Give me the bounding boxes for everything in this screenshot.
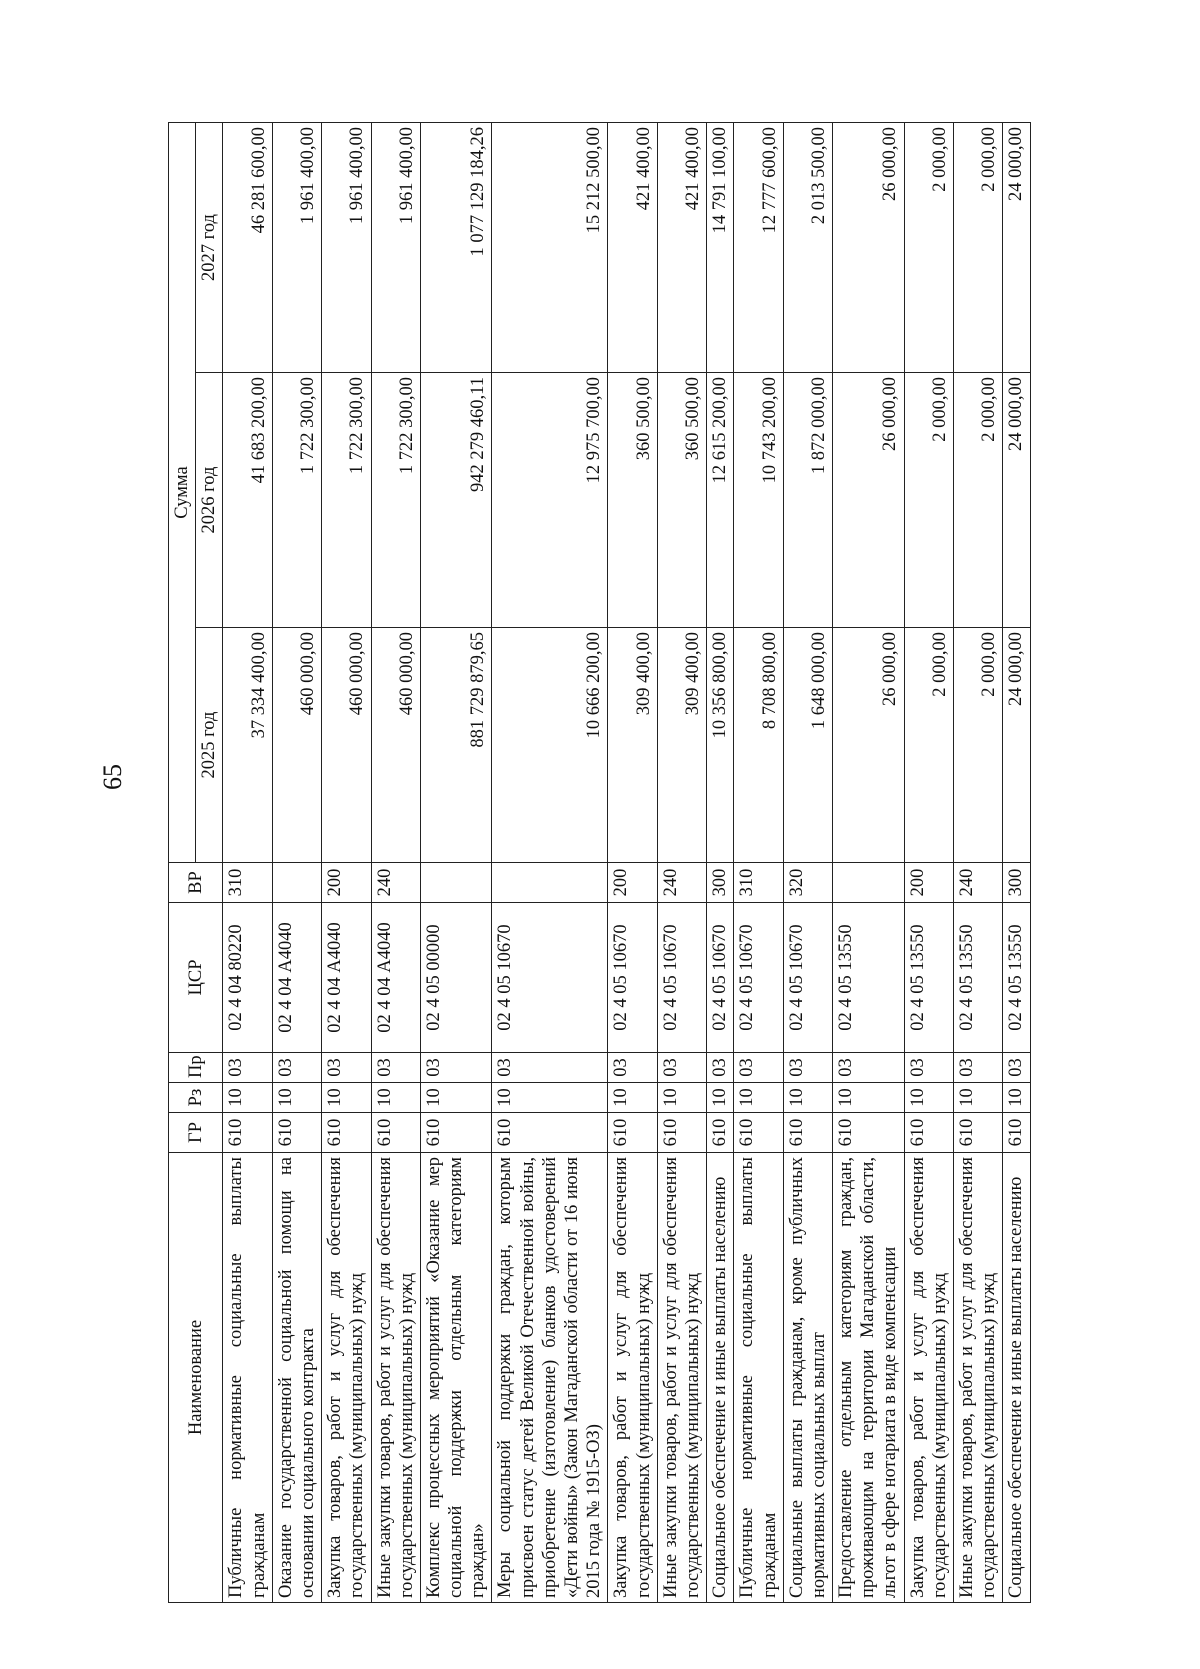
row-pr: 03 — [657, 1053, 706, 1083]
row-gr: 610 — [272, 1113, 321, 1153]
header-year-2026: 2026 год — [196, 373, 223, 628]
row-gr: 610 — [833, 1113, 905, 1153]
row-amount-2025: 2 000,00 — [904, 628, 953, 863]
row-amount-2026: 1 722 300,00 — [322, 373, 371, 628]
row-gr: 610 — [420, 1113, 492, 1153]
row-pr: 03 — [492, 1053, 608, 1083]
row-amount-2025: 1 648 000,00 — [783, 628, 832, 863]
row-pr: 03 — [904, 1053, 953, 1083]
row-name: Закупка товаров, работ и услуг для обеспечения государственных (муниципальных) нужд — [322, 1153, 371, 1603]
row-pr: 03 — [783, 1053, 832, 1083]
row-vr: 240 — [657, 863, 706, 903]
row-amount-2027: 26 000,00 — [833, 122, 905, 372]
row-amount-2025: 37 334 400,00 — [223, 628, 272, 863]
row-amount-2025: 8 708 800,00 — [734, 628, 783, 863]
table-row — [371, 122, 420, 1602]
row-name: Публичные нормативные социальные выплаты гражданам — [734, 1153, 783, 1603]
row-csr: 02 4 04 А4040 — [272, 903, 321, 1053]
row-gr: 610 — [783, 1113, 832, 1153]
row-csr: 02 4 04 А4040 — [371, 903, 420, 1053]
row-vr: 200 — [904, 863, 953, 903]
row-gr: 610 — [734, 1113, 783, 1153]
header-year-2027: 2027 год — [196, 122, 223, 372]
row-name: Меры социальной поддержки граждан, которым присвоен статус детей Великой Отечественной войны, приобретение (изготовление) бланков удостоверений «Дети войны» (Закон Магаданской области от 16 июня 2015 года № 1915-ОЗ) — [492, 1153, 608, 1603]
row-pr: 03 — [1003, 1053, 1030, 1083]
row-pr: 03 — [322, 1053, 371, 1083]
row-csr: 02 4 05 10670 — [492, 903, 608, 1053]
row-amount-2027: 12 777 600,00 — [734, 122, 783, 372]
row-pr: 03 — [833, 1053, 905, 1083]
budget-table — [168, 122, 1031, 1603]
row-name: Иные закупки товаров, работ и услуг для обеспечения государственных (муниципальных) нужд — [371, 1153, 420, 1603]
header-rz: Рз — [169, 1083, 223, 1113]
row-vr: 200 — [322, 863, 371, 903]
row-rz: 10 — [608, 1083, 657, 1113]
row-amount-2026: 360 500,00 — [657, 373, 706, 628]
row-amount-2026: 942 279 460,11 — [420, 373, 492, 628]
row-amount-2026: 2 000,00 — [904, 373, 953, 628]
row-amount-2025: 26 000,00 — [833, 628, 905, 863]
row-rz: 10 — [734, 1083, 783, 1113]
row-name: Предоставление отдельным категориям граждан, проживающим на территории Магаданской области, льгот в сфере нотариата в виде компенсации — [833, 1153, 905, 1603]
row-amount-2027: 15 212 500,00 — [492, 122, 608, 372]
table-row — [904, 122, 953, 1602]
row-rz: 10 — [420, 1083, 492, 1113]
table-header-row — [169, 122, 196, 1602]
row-rz: 10 — [371, 1083, 420, 1113]
table-row — [322, 122, 371, 1602]
row-amount-2026: 41 683 200,00 — [223, 373, 272, 628]
row-name: Иные закупки товаров, работ и услуг для обеспечения государственных (муниципальных) нужд — [954, 1153, 1003, 1603]
row-vr: 310 — [223, 863, 272, 903]
row-rz: 10 — [783, 1083, 832, 1113]
row-vr: 320 — [783, 863, 832, 903]
header-csr: ЦСР — [169, 903, 223, 1053]
table-row — [608, 122, 657, 1602]
row-name: Социальное обеспечение и иные выплаты населению — [1003, 1153, 1030, 1603]
table-row — [223, 122, 272, 1602]
row-amount-2025: 309 400,00 — [657, 628, 706, 863]
row-amount-2027: 421 400,00 — [657, 122, 706, 372]
row-rz: 10 — [657, 1083, 706, 1113]
row-amount-2025: 460 000,00 — [272, 628, 321, 863]
row-gr: 610 — [322, 1113, 371, 1153]
row-amount-2026: 1 872 000,00 — [783, 373, 832, 628]
row-csr: 02 4 05 10670 — [783, 903, 832, 1053]
row-amount-2027: 2 000,00 — [954, 122, 1003, 372]
row-amount-2026: 10 743 200,00 — [734, 373, 783, 628]
row-vr: 300 — [707, 863, 734, 903]
row-amount-2027: 1 961 400,00 — [322, 122, 371, 372]
row-name: Социальное обеспечение и иные выплаты населению — [707, 1153, 734, 1603]
header-vr: ВР — [169, 863, 223, 903]
row-gr: 610 — [1003, 1113, 1030, 1153]
row-vr: 300 — [1003, 863, 1030, 903]
header-gr: ГР — [169, 1113, 223, 1153]
row-csr: 02 4 04 А4040 — [322, 903, 371, 1053]
row-gr: 610 — [492, 1113, 608, 1153]
table-header — [169, 122, 223, 1602]
row-amount-2027: 1 077 129 184,26 — [420, 122, 492, 372]
rotated-page-content — [168, 123, 1108, 1603]
row-pr: 03 — [707, 1053, 734, 1083]
row-gr: 610 — [223, 1113, 272, 1153]
row-amount-2027: 24 000,00 — [1003, 122, 1030, 372]
row-rz: 10 — [223, 1083, 272, 1113]
row-csr: 02 4 05 10670 — [707, 903, 734, 1053]
row-amount-2025: 460 000,00 — [322, 628, 371, 863]
row-amount-2027: 421 400,00 — [608, 122, 657, 372]
row-vr — [420, 863, 492, 903]
page-number: 65 — [98, 764, 127, 790]
row-csr: 02 4 05 10670 — [657, 903, 706, 1053]
table-row — [657, 122, 706, 1602]
row-name: Оказание государственной социальной помощи на основании социального контракта — [272, 1153, 321, 1603]
table-row — [954, 122, 1003, 1602]
header-year-2025: 2025 год — [196, 628, 223, 863]
table-body — [223, 122, 1030, 1602]
row-amount-2027: 1 961 400,00 — [272, 122, 321, 372]
table-row — [833, 122, 905, 1602]
row-amount-2025: 10 666 200,00 — [492, 628, 608, 863]
row-gr: 610 — [954, 1113, 1003, 1153]
row-pr: 03 — [608, 1053, 657, 1083]
row-rz: 10 — [1003, 1083, 1030, 1113]
row-vr — [833, 863, 905, 903]
row-vr: 240 — [954, 863, 1003, 903]
row-vr — [492, 863, 608, 903]
row-amount-2026: 24 000,00 — [1003, 373, 1030, 628]
row-amount-2026: 2 000,00 — [954, 373, 1003, 628]
header-sum: Сумма — [169, 122, 196, 862]
row-vr: 200 — [608, 863, 657, 903]
row-amount-2027: 2 000,00 — [904, 122, 953, 372]
row-amount-2027: 2 013 500,00 — [783, 122, 832, 372]
row-csr: 02 4 05 13550 — [833, 903, 905, 1053]
row-csr: 02 4 05 10670 — [608, 903, 657, 1053]
row-csr: 02 4 05 00000 — [420, 903, 492, 1053]
table-row — [420, 122, 492, 1602]
row-pr: 03 — [420, 1053, 492, 1083]
row-pr: 03 — [371, 1053, 420, 1083]
row-amount-2026: 360 500,00 — [608, 373, 657, 628]
row-name: Публичные нормативные социальные выплаты гражданам — [223, 1153, 272, 1603]
header-name: Наименование — [169, 1153, 223, 1603]
row-gr: 610 — [657, 1113, 706, 1153]
row-csr: 02 4 05 13550 — [954, 903, 1003, 1053]
row-rz: 10 — [954, 1083, 1003, 1113]
row-csr: 02 4 05 13550 — [1003, 903, 1030, 1053]
row-amount-2027: 1 961 400,00 — [371, 122, 420, 372]
row-csr: 02 4 05 13550 — [904, 903, 953, 1053]
row-vr — [272, 863, 321, 903]
row-amount-2026: 12 615 200,00 — [707, 373, 734, 628]
row-csr: 02 4 05 10670 — [734, 903, 783, 1053]
row-pr: 03 — [272, 1053, 321, 1083]
row-gr: 610 — [904, 1113, 953, 1153]
row-rz: 10 — [272, 1083, 321, 1113]
row-amount-2026: 1 722 300,00 — [371, 373, 420, 628]
table-row — [1003, 122, 1030, 1602]
row-amount-2025: 2 000,00 — [954, 628, 1003, 863]
row-name: Комплекс процессных мероприятий «Оказание мер социальной поддержки отдельным категориям граждан» — [420, 1153, 492, 1603]
row-amount-2025: 460 000,00 — [371, 628, 420, 863]
row-amount-2026: 12 975 700,00 — [492, 373, 608, 628]
row-rz: 10 — [492, 1083, 608, 1113]
row-name: Закупка товаров, работ и услуг для обеспечения государственных (муниципальных) нужд — [904, 1153, 953, 1603]
row-gr: 610 — [707, 1113, 734, 1153]
header-pr: Пр — [169, 1053, 223, 1083]
row-amount-2025: 309 400,00 — [608, 628, 657, 863]
row-gr: 610 — [371, 1113, 420, 1153]
row-pr: 03 — [734, 1053, 783, 1083]
row-gr: 610 — [608, 1113, 657, 1153]
row-rz: 10 — [322, 1083, 371, 1113]
row-pr: 03 — [223, 1053, 272, 1083]
row-amount-2025: 881 729 879,65 — [420, 628, 492, 863]
row-amount-2025: 24 000,00 — [1003, 628, 1030, 863]
row-rz: 10 — [833, 1083, 905, 1113]
table-row — [707, 122, 734, 1602]
row-amount-2026: 26 000,00 — [833, 373, 905, 628]
table-row — [783, 122, 832, 1602]
row-vr: 310 — [734, 863, 783, 903]
row-amount-2026: 1 722 300,00 — [272, 373, 321, 628]
table-row — [272, 122, 321, 1602]
table-row — [734, 122, 783, 1602]
row-amount-2027: 14 791 100,00 — [707, 122, 734, 372]
row-pr: 03 — [954, 1053, 1003, 1083]
row-amount-2027: 46 281 600,00 — [223, 122, 272, 372]
row-amount-2025: 10 356 800,00 — [707, 628, 734, 863]
table-row — [492, 122, 608, 1602]
row-vr: 240 — [371, 863, 420, 903]
row-name: Иные закупки товаров, работ и услуг для обеспечения государственных (муниципальных) нужд — [657, 1153, 706, 1603]
row-rz: 10 — [904, 1083, 953, 1113]
row-name: Закупка товаров, работ и услуг для обеспечения государственных (муниципальных) нужд — [608, 1153, 657, 1603]
row-csr: 02 4 04 80220 — [223, 903, 272, 1053]
row-rz: 10 — [707, 1083, 734, 1113]
row-name: Социальные выплаты гражданам, кроме публичных нормативных социальных выплат — [783, 1153, 832, 1603]
